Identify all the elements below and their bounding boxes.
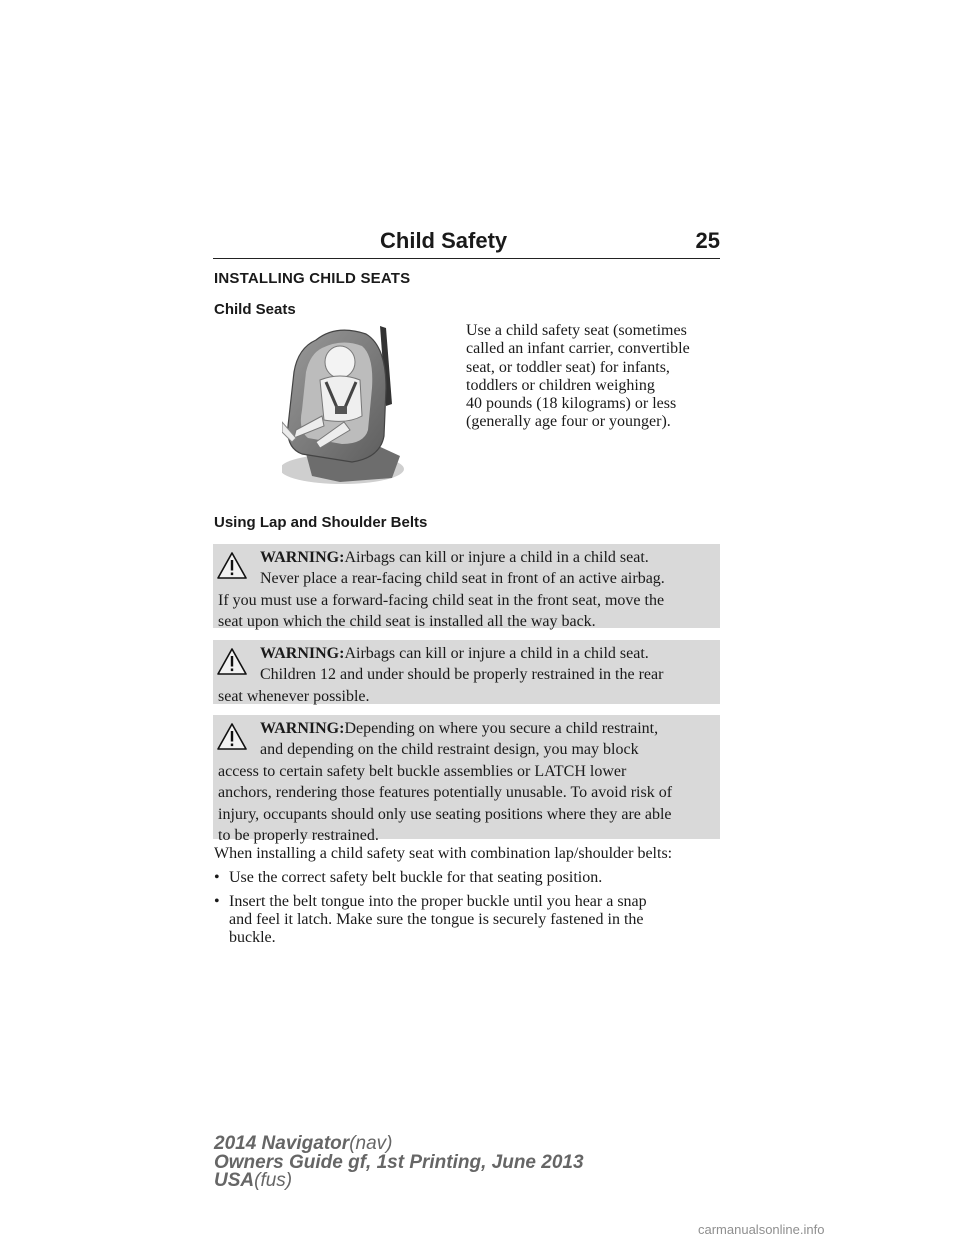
subsection-child-seats: Child Seats xyxy=(214,301,296,318)
warning-box xyxy=(213,640,720,704)
intro-line: Use a child safety seat (sometimes xyxy=(466,322,687,339)
watermark: carmanualsonline.info xyxy=(698,1222,825,1237)
intro-line: 40 pounds (18 kilograms) or less xyxy=(466,395,677,413)
warning-label: WARNING: xyxy=(260,645,345,662)
section-title: INSTALLING CHILD SEATS xyxy=(214,270,411,287)
warning-text xyxy=(218,643,718,707)
list-item-text: Insert the belt tongue into the proper buckle until you hear a snap xyxy=(229,893,647,910)
intro-line: (generally age four or younger). xyxy=(466,413,671,431)
chapter-title: Child Safety xyxy=(380,228,508,253)
intro-line: called an infant carrier, convertible xyxy=(466,340,690,358)
warning-line: injury, occupants should only use seating positions where they are able xyxy=(218,805,672,823)
warning-line: and depending on the child restraint design, you may block xyxy=(260,741,639,759)
page-footer xyxy=(214,1135,584,1191)
warning-text xyxy=(218,718,718,846)
page-header xyxy=(213,228,720,259)
footer-region-code: (fus) xyxy=(254,1170,293,1191)
page-number: 25 xyxy=(695,228,720,253)
list-item-text: buckle. xyxy=(229,929,276,947)
footer-model: 2014 Navigator xyxy=(214,1133,350,1154)
subsection-lap-shoulder-belts: Using Lap and Shoulder Belts xyxy=(214,514,428,531)
warning-line: Children 12 and under should be properly restrained in the rear xyxy=(260,666,664,684)
bullet-icon: • xyxy=(214,893,220,910)
warning-line: seat whenever possible. xyxy=(218,687,370,705)
warning-line: anchors, rendering those features potentially unusable. To avoid risk of xyxy=(218,784,673,802)
instruction-intro: When installing a child safety seat with combination lap/shoulder belts: xyxy=(214,845,673,862)
child-seat-description xyxy=(466,322,726,432)
warning-line: to be properly restrained. xyxy=(218,827,379,845)
warning-line: Never place a rear-facing child seat in front of an active airbag. xyxy=(260,570,665,588)
bullet-icon: • xyxy=(214,869,220,886)
warning-line: access to certain safety belt buckle assemblies or LATCH lower xyxy=(218,762,627,780)
warning-label: WARNING: xyxy=(260,720,345,737)
warning-line: Airbags can kill or injure a child in a child seat. xyxy=(344,549,649,566)
intro-line: seat, or toddler seat) for infants, xyxy=(466,358,670,376)
warning-line: Airbags can kill or injure a child in a child seat. xyxy=(344,645,649,662)
warning-text xyxy=(218,547,718,633)
warning-line: seat upon which the child seat is installed all the way back. xyxy=(218,613,596,631)
footer-guide: Owners Guide gf, 1st Printing, June 2013 xyxy=(214,1151,584,1173)
footer-model-code: (nav) xyxy=(349,1133,393,1154)
list-item-text: and feel it latch. Make sure the tongue is securely fastened in the xyxy=(229,911,644,929)
child-seat-illustration xyxy=(282,326,408,488)
warning-box xyxy=(213,715,720,845)
warning-box xyxy=(213,544,720,631)
warning-line: Depending on where you secure a child restraint, xyxy=(344,720,659,737)
list-item-text: Use the correct safety belt buckle for that seating position. xyxy=(229,869,603,886)
intro-line: toddlers or children weighing xyxy=(466,376,655,394)
warning-line: If you must use a forward-facing child seat in the front seat, move the xyxy=(218,591,665,609)
footer-region: USA xyxy=(214,1170,255,1191)
warning-label: WARNING: xyxy=(260,549,345,566)
